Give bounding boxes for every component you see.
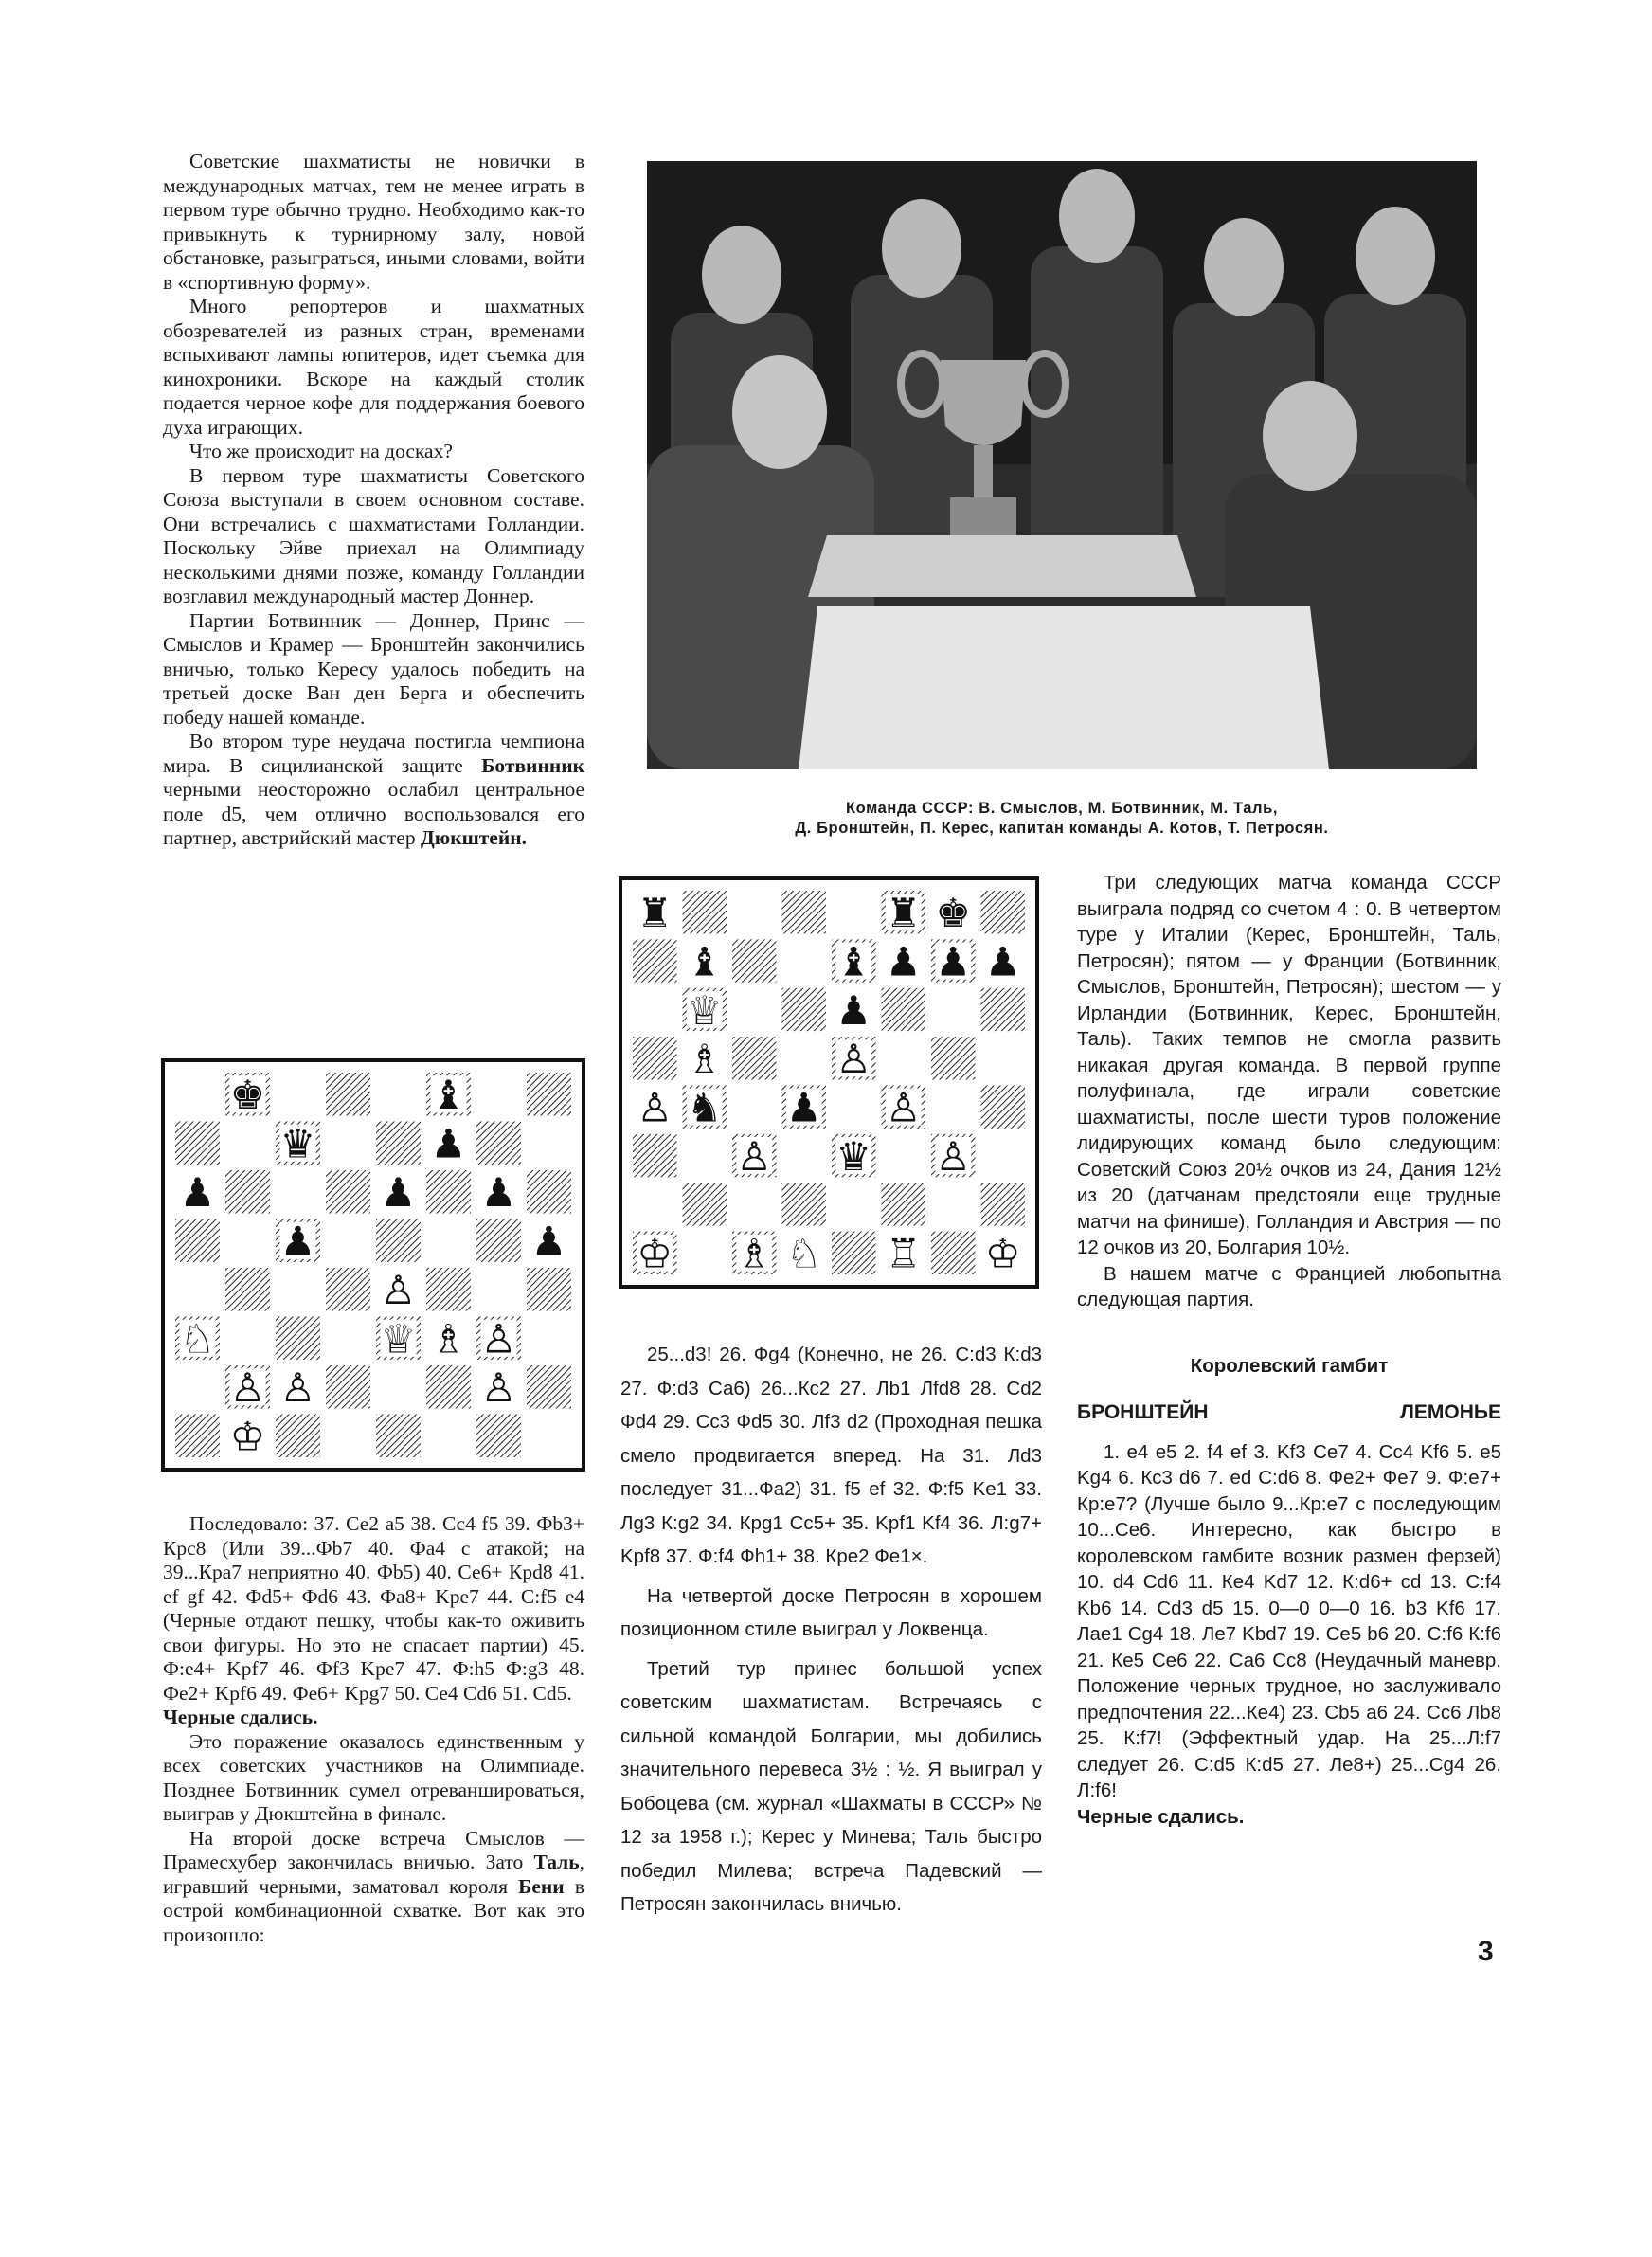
- paragraph: Три следующих матча команда СССР выиграла подряд со счетом 4 : 0. В четвертом туре у Италии (Керес, Бронштейн, Таль, Петросян); пятом — у Франции (Ботвинник, Смыслов, Бронштейн, Петросян); шестом — у Ирландии (Ботвинник, Керес, Бронштейн, Таль). Таких темпов не смогла развить никакая другая команда. В первой группе полуфинала, где играли советские шахматисты, после шести туров положение лидирующих команд было следующим: Советский Союз 20½ очков из 24, Дания 12½ из 20 (датчанам предстояли еще трудные матчи на финише), Голландия и Австрия — по 12 очков из 20, Болгария 10½.: [1077, 872, 1501, 1258]
- dark-square: [832, 1232, 876, 1274]
- white-bishop-icon: ♗: [430, 1315, 467, 1363]
- white-knight-icon: ♘: [785, 1230, 822, 1277]
- paragraph: Последовало: 37. Се2 а5 38. Сс4 f5 39. Фb3+ Крс8 (Или 39...Фb7 40. Фа4 с атакой; на 39...Кра7 неприятно 40. Фb5) 40. Се6+ Крd8 41. ef gf 42. Фd5+ Фd6 43. Фа8+ Kpe7 44. С:f5 е4 (Черные отдают пешку, чтобы как-то оживить свои фигуры. Но это не спасает партии) 45. Ф:е4+ Kpf7 46. Фf3 Kpe7 47. Ф:h5 Ф:g3 48. Фе2+ Kpf6 49. Фе6+ Kpg7 50. Се4 Cd6 51. Cd5.: [163, 1512, 584, 1705]
- photo-illustration: [647, 161, 1477, 769]
- team-photo: [647, 161, 1477, 769]
- white-pawn-icon: ♙: [380, 1267, 417, 1314]
- dark-square: [981, 1183, 1026, 1225]
- dark-square: [633, 939, 677, 982]
- dark-square: [175, 1415, 220, 1458]
- dark-square: [633, 1037, 677, 1079]
- paragraph: 1. е4 е5 2. f4 ef 3. Kf3 Се7 4. Сс4 Kf6 5. е5 Kg4 6. Кс3 d6 7. ed С:d6 8. Фе2+ Фе7 9. Ф:е7+ Кр:е7? (Лучше было 9...Кр:е7 с последующим 10...Се6. Интересно, как быстро в королевском гамбите возник размен ферзей) 10. d4 Cd6 11. Ке4 Kd7 12. К:d6+ cd 13. С:f4 Kb6 14. Cd3 d5 15. 0—0 0—0 16. b3 Kf6 17. Лае1 Cg4 18. Ле7 Kbd7 19. Се5 b6 20. С:f6 К:f6 21. Ке5 Се6 22. Са6 Сс8 (Неудачный маневр. Положение черных трудное, но заслуживало предпочтения 22...Ке4) 23. Cb5 а6 24. Сс6 Лb8 25. К:f7! (Эффектный удар. На 25...Л:f7 следует 26. С:d5 К:d5 27. Ле8+) 25...Cg4 26. Л:f6!: [1077, 1440, 1501, 1801]
- dark-square: [633, 1134, 677, 1177]
- dark-square: [476, 1122, 521, 1165]
- black-pawn-icon: ♟: [480, 1169, 517, 1217]
- dark-square: [782, 1183, 827, 1225]
- paragraph: Черные сдались.: [1077, 1805, 1245, 1828]
- paragraph: На четвертой доске Петросян в хорошем позиционном стиле выиграл у Локвенца.: [620, 1584, 1042, 1640]
- black-pawn-icon: ♟: [430, 1120, 467, 1167]
- white-pawn-icon: ♙: [736, 1132, 773, 1180]
- dark-square: [882, 1183, 926, 1225]
- dark-square: [225, 1170, 270, 1214]
- paragraph: Партии Ботвинник — Доннер, Принс — Смыслов и Крамер — Бронштейн закончились вничью, только Кересу удалось победить на третьей доске Ван ден Берга и обеспечить победу нашей команде.: [163, 608, 584, 729]
- black-pawn-icon: ♟: [530, 1218, 567, 1265]
- dark-square: [732, 939, 777, 982]
- white-king-icon: ♔: [984, 1230, 1021, 1277]
- black-king-icon: ♚: [229, 1072, 266, 1119]
- white-pawn-icon: ♙: [279, 1364, 316, 1412]
- dark-square: [426, 1365, 471, 1409]
- white-rook-icon: ♖: [885, 1230, 922, 1277]
- black-queen-icon: ♛: [279, 1120, 316, 1167]
- photo-caption: [647, 799, 1477, 839]
- black-pawn-icon: ♟: [885, 938, 922, 985]
- white-pawn-icon: ♙: [935, 1132, 972, 1180]
- paragraph: Черные сдались.: [163, 1706, 318, 1728]
- column-1-bottom: [163, 1512, 584, 1947]
- black-pawn-icon: ♟: [279, 1218, 316, 1265]
- black-pawn-icon: ♟: [935, 938, 972, 985]
- black-king-icon: ♚: [935, 890, 972, 937]
- dark-square: [326, 1170, 370, 1214]
- dark-square: [225, 1268, 270, 1311]
- dark-square: [527, 1170, 571, 1214]
- dark-square: [527, 1365, 571, 1409]
- black-pawn-icon: ♟: [835, 986, 872, 1034]
- black-pawn-icon: ♟: [984, 938, 1021, 985]
- dark-square: [476, 1415, 521, 1458]
- paragraph: В нашем матче с Францией любопытна следующая партия.: [1077, 1262, 1501, 1310]
- dark-square: [683, 891, 727, 933]
- white-bishop-icon: ♗: [736, 1230, 773, 1277]
- black-pawn-icon: ♟: [380, 1169, 417, 1217]
- dark-square: [981, 1086, 1026, 1128]
- dark-square: [527, 1268, 571, 1311]
- paragraph: На второй доске встреча Смыслов — Прамесхубер закончилась вничью. Зато Таль, игравший черными, заматовал короля Бени в острой комбинационной схватке. Вот как это произошло:: [163, 1826, 584, 1946]
- dark-square: [175, 1219, 220, 1263]
- paragraph: Во втором туре неудача постигла чемпиона мира. В сицилианской защите Ботвинник черными неосторожно ослабил центральное поле d5, чем отлично воспользовался его партнер, австрийский мастер Дюкштейн.: [163, 730, 584, 849]
- dark-square: [527, 1073, 571, 1116]
- white-knight-icon: ♘: [179, 1315, 216, 1363]
- dark-square: [981, 988, 1026, 1031]
- chess-board-1: [165, 1062, 582, 1468]
- black-queen-icon: ♛: [835, 1132, 872, 1180]
- column-2: [620, 1338, 1042, 1922]
- dark-square: [981, 891, 1026, 933]
- paragraph: Третий тур принес большой успех советским шахматистам. Встречаясь с сильной командой Болгарии, мы добились значительного перевеса 3½ : ½. Я выиграл у Бобоцева (см. журнал «Шахматы в СССР» № 12 за 1958 г.); Керес у Минева; Таль быстро победил Милева; встреча Падевский — Петросян закончилась вничью.: [620, 1657, 1042, 1915]
- paragraph: Советские шахматисты не новички в международных матчах, тем не менее играть в первом туре обычно трудно. Необходимо как-то привыкнуть к турнирному залу, новой обстановке, разыграться, иными словами, войти в «спортивную форму».: [163, 150, 584, 294]
- dark-square: [276, 1317, 320, 1361]
- white-king-icon: ♔: [229, 1413, 266, 1460]
- chess-board-2: [622, 880, 1035, 1285]
- dark-square: [376, 1219, 421, 1263]
- chess-diagram-2: [619, 876, 1039, 1289]
- dark-square: [326, 1268, 370, 1311]
- dark-square: [376, 1122, 421, 1165]
- white-pawn-icon: ♙: [229, 1364, 266, 1412]
- game-players: [1077, 1399, 1501, 1426]
- dark-square: [376, 1415, 421, 1458]
- black-rook-icon: ♜: [885, 890, 922, 937]
- paragraph: Много репортеров и шахматных обозревателей из разных стран, временами вспыхивают лампы юпитеров, идет съемка для кинохроники. Вскоре на каждый столик подается черное кофе для поддержания боевого духа играющих.: [163, 295, 584, 439]
- dark-square: [476, 1219, 521, 1263]
- page-number: 3: [1478, 1936, 1494, 1967]
- dark-square: [326, 1073, 370, 1116]
- white-pawn-icon: ♙: [480, 1364, 517, 1412]
- dark-square: [931, 1037, 976, 1079]
- paragraph: 25...d3! 26. Фg4 (Конечно, не 26. С:d3 К:d3 27. Ф:d3 Са6) 26...Кс2 27. Лb1 Лfd8 28. Cd2 Фd4 29. Сс3 Фd5 30. Лf3 d2 (Проходная пешка смело продвигается вперед. На 31. Лd3 последует 31...Фа2) 31. f5 ef 32. Ф:f5 Ke1 33. Лg3 К:g2 34. Крg1 Cс5+ 35. Kpf1 Kf4 36. Л:g7+ Kpf8 37. Ф:f4 Фh1+ 38. Кре2 Фе1×.: [620, 1344, 1042, 1567]
- dark-square: [683, 1183, 727, 1225]
- black-bishop-icon: ♝: [430, 1072, 467, 1119]
- paragraph: Это поражение оказалось единственным у всех советских участников на Олимпиаде. Позднее Ботвинник сумел отреваншироваться, выиграв у Дюкштейна в финале.: [163, 1729, 584, 1825]
- paragraph: В первом туре шахматисты Советского Союза выступали в своем основном составе. Они встречались с шахматистами Голландии. Поскольку Эйве приехал на Олимпиаду несколькими днями позже, команду Голландии возглавил международный мастер Доннер.: [163, 463, 584, 607]
- black-knight-icon: ♞: [686, 1084, 723, 1131]
- dark-square: [782, 891, 827, 933]
- black-bishop-icon: ♝: [835, 938, 872, 985]
- white-pawn-icon: ♙: [835, 1036, 872, 1083]
- white-pawn-icon: ♙: [885, 1084, 922, 1131]
- caption-line: Д. Бронштейн, П. Керес, капитан команды А. Котов, Т. Петросян.: [795, 820, 1329, 837]
- chess-diagram-1: [161, 1058, 585, 1472]
- dark-square: [931, 1232, 976, 1274]
- white-pawn-icon: ♙: [480, 1315, 517, 1363]
- white-pawn-icon: ♙: [637, 1084, 673, 1131]
- black-rook-icon: ♜: [637, 890, 673, 937]
- dark-square: [326, 1365, 370, 1409]
- white-king-icon: ♔: [637, 1230, 673, 1277]
- dark-square: [882, 988, 926, 1031]
- white-queen-icon: ♕: [686, 986, 723, 1034]
- black-player: ЛЕМОНЬЕ: [1400, 1401, 1501, 1423]
- black-pawn-icon: ♟: [179, 1169, 216, 1217]
- white-bishop-icon: ♗: [686, 1036, 723, 1083]
- dark-square: [276, 1415, 320, 1458]
- paragraph: Что же происходит на досках?: [189, 440, 453, 462]
- dark-square: [732, 1037, 777, 1079]
- caption-line: Команда СССР: В. Смыслов, М. Ботвинник, М. Таль,: [845, 800, 1279, 817]
- column-1-top: [163, 150, 584, 851]
- dark-square: [426, 1268, 471, 1311]
- column-3: [1077, 870, 1501, 1830]
- white-queen-icon: ♕: [380, 1315, 417, 1363]
- dark-square: [782, 988, 827, 1031]
- black-pawn-icon: ♟: [785, 1084, 822, 1131]
- dark-square: [426, 1170, 471, 1214]
- black-bishop-icon: ♝: [686, 938, 723, 985]
- opening-heading: Королевский гамбит: [1190, 1354, 1389, 1377]
- dark-square: [175, 1122, 220, 1165]
- white-player: БРОНШТЕЙН: [1077, 1401, 1209, 1423]
